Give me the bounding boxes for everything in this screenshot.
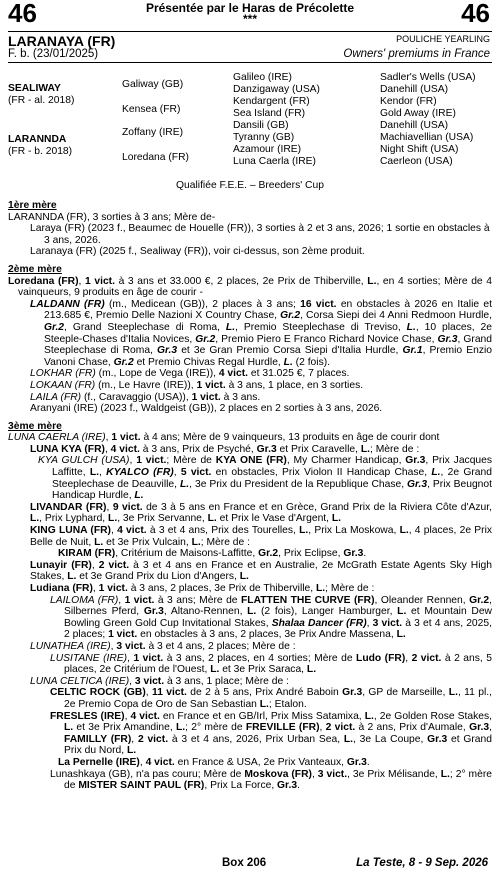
gen4-4: Danehill (USA) — [380, 120, 449, 131]
divider-top — [8, 31, 492, 32]
first-dam-title: 1ère mère — [8, 200, 57, 211]
gen3-7: Luna Caerla (IRE) — [233, 156, 316, 167]
gen3-1: Danzigaway (USA) — [233, 84, 320, 95]
sire-name: SEALIWAY — [8, 83, 61, 94]
second-dam-produce-4: LAILA (FR) (f., Caravaggio (USA)), 1 vict. à 3 ans. — [30, 391, 261, 403]
gen4-6: Night Shift (USA) — [380, 144, 459, 155]
third-dam-produce-1: LUNA KYA (FR), 4 vict. à 3 ans, Prix de Psyché, Gr.3 et Prix Caravelle, L.; Mère de : — [30, 443, 420, 455]
second-dam-produce-2: LOKHAR (FR) (m., Lope de Vega (IRE)), 4 vict. et 31.025 €, 7 places. — [30, 368, 350, 380]
produce-record — [8, 200, 492, 792]
owners-premiums: Owners' premiums in France — [343, 48, 490, 60]
third-dam-line: LUNA CAERLA (IRE), 1 vict. à 4 ans; Mère de 9 vainqueurs, 13 produits en âge de courir dont — [8, 432, 440, 444]
gen3-6: Azamour (IRE) — [233, 144, 302, 155]
pedigree — [0, 66, 500, 176]
gen3-0: Galileo (IRE) — [233, 72, 292, 83]
third-dam-produce-7c: La Pernelle (IRE), 4 vict. en France & USA, 2e Prix Vanteaux, Gr.3. — [58, 756, 370, 768]
qualifiee-line: Qualifiée F.E.E. – Breeders' Cup — [176, 180, 324, 191]
third-dam-produce-1a: KYA GULCH (USA), 1 vict.; Mère de KYA ONE (FR), My Charmer Handicap, Gr.3, Prix Jacques Laffitte, L., KYALCO (FR), 5 vict. en obstacles, Prix Violon II Handicap Chase, L., 2e Grand Steeplechase de Deauville, L., 3e Prix du President de la Republique Chase, Gr.3, Prix Beugnot Handicap Hurdle, L. — [38, 455, 493, 502]
third-dam-produce-6a: LUSITANE (IRE), 1 vict. à 3 ans, 2 places, en 4 sorties; Mère de Ludo (FR), 2 vict. à 2 ans, 5 places, 2e Critérium de l'Ouest, L. et 3e Prix Saraca, L. — [50, 652, 492, 676]
dam-name: LARANNDA — [8, 134, 67, 145]
third-dam-produce-5: Ludiana (FR), 1 vict. à 3 ans, 2 places, 3e Prix de Thiberville, L.; Mère de : — [30, 583, 375, 594]
gen4-2: Kendor (FR) — [380, 96, 437, 107]
lot-number-right: 46 — [461, 0, 490, 28]
horse-name: LARANAYA (FR) — [8, 33, 116, 49]
third-dam-produce-5a: LAILOMA (FR), 1 vict. à 3 ans; Mère de FLATTEN THE CURVE (FR), Oleander Rennen, Gr.2, Silbernes Pferd, Gr.3, Altano-Rennen, L. (2 fois), Langer Hamburger, L. et Mountain Dew Bowling Green Gold Cup Invitational Stakes, Shalaa Dancer (FR), 3 vict. à 3 et 4 ans, 2025, 2 places; 1 vict. en obstacles à 3 ans, 2 places, 3e Prix Andre Massena, L. — [50, 594, 492, 641]
second-dam-produce-3: LOKAAN (FR) (m., Le Havre (IRE)), 1 vict. à 3 ans, 1 place, en 3 sorties. — [30, 379, 364, 391]
third-dam-produce-3: KING LUNA (FR), 4 vict. à 3 et 4 ans, Prix des Tourelles, L., Prix La Moskowa, L., 4 places, 2e Prix Belle de Nuit, L. et 3e Prix Vulcain, L.; Mère de : — [30, 525, 493, 548]
gen4-3: Gold Away (IRE) — [380, 108, 456, 119]
third-dam-title: 3ème mère — [8, 420, 62, 432]
gen2-2: Zoffany (IRE) — [122, 127, 184, 138]
gen2-0: Galiway (GB) — [122, 79, 184, 90]
gen3-3: Sea Island (FR) — [233, 108, 306, 119]
first-dam-produce-1: Laraya (FR) (2023 f., Beaumec de Houelle (FR)), 3 sorties à 2 et 3 ans, 2026; 1 sortie en obstacles à 3 ans, 2026. — [30, 223, 490, 246]
third-dam-produce-2: LIVANDAR (FR), 9 vict. de 3 à 5 ans en France et en Grèce, Grand Prix de la Riviera Côte d'Azur, L., Prix Lyphard, L., 3e Prix Servanne, L. et Prix le Vase d'Argent, L. — [30, 501, 492, 525]
lot-number-left: 46 — [8, 0, 37, 28]
stars: *** — [242, 12, 257, 26]
second-dam-line: Loredana (FR), 1 vict. à 3 ans et 33.000 €, 2 places, 2e Prix de Thiberville, L., en 4 sorties; Mère de 4 vainqueurs, 9 produits en âge de courir - — [8, 275, 492, 299]
first-dam-line: LARANNDA (FR), 3 sorties à 3 ans; Mère de- — [8, 211, 216, 223]
third-dam-produce-7a: CELTIC ROCK (GB), 11 vict. de 2 à 5 ans, Prix André Baboin Gr.3, GP de Marseille, L., 11 pl., 2e Premio Copa de Oro de San Sebastian L.; Etalon. — [50, 687, 492, 710]
second-dam-produce-5: Aranyani (IRE) (2023 f., Waldgeist (GB)), 2 places en 2 sorties à 3 ans, 2026. — [30, 403, 383, 415]
gen3-5: Tyranny (GB) — [233, 132, 295, 143]
sale-info: La Teste, 8 - 9 Sep. 2026 — [356, 857, 488, 869]
horse-dob: F. b. (23/01/2025) — [8, 48, 99, 60]
box-number: Box 206 — [222, 857, 267, 869]
horse-type: POULICHE YEARLING — [396, 34, 490, 44]
sire-info: (FR - al. 2018) — [8, 95, 75, 106]
gen3-4: Dansili (GB) — [233, 120, 289, 131]
gen4-7: Caerleon (USA) — [380, 156, 453, 167]
third-dam-produce-3a: KIRAM (FR), Critérium de Maisons-Laffitte, Gr.2, Prix Eclipse, Gr.3. — [58, 548, 367, 560]
first-dam-produce-2: Laranaya (FR) (2025 f., Sealiway (FR)), voir ci-dessus, son 2ème produit. — [30, 246, 365, 258]
gen2-1: Kensea (FR) — [122, 104, 181, 115]
gen3-2: Kendargent (FR) — [233, 96, 310, 107]
third-dam-produce-7: LUNA CELTICA (IRE), 3 vict. à 3 ans, 1 place; Mère de : — [30, 675, 289, 687]
gen4-1: Danehill (USA) — [380, 84, 449, 95]
third-dam-produce-4: Lunayir (FR), 2 vict. à 3 et 4 ans en France et en Australie, 2e McGrath Estate Agents Sky High Stakes, L. et 3e Grand Prix du Lion d'Angers, L. — [30, 559, 492, 583]
gen4-0: Sadler's Wells (USA) — [380, 72, 476, 83]
second-dam-produce-1: LALDANN (FR) (m., Medicean (GB)), 2 places à 3 ans; 16 vict. en obstacles à 2026 en Italie et 213.685 €, Premio Delle Nazioni X Country Chase, Gr.2, Corsa Siepi dei 4 Anni Redmoon Hurdle, Gr.2, Grand Steeplechase di Roma, L., Premio Steeplechase di Treviso, L., 10 places, 2e Steeple-Chases d'Italia Novices, Gr.2, Premio Piero E Franco Richard Novice Chase, Gr.3, Grand Steeplechase di Roma, Gr.3 et 3e Gran Premio Corsa Siepi d'Italia Hurdle, Gr.1, Premio Enzio Vanoni Chase, Gr.2 et Premio Chivas Regal Hurdle, L. (2 fois). — [30, 298, 493, 368]
divider-pedigree — [8, 62, 492, 63]
presenter: Présentée par le Haras de Précolette — [145, 1, 355, 15]
dam-info: (FR - b. 2018) — [8, 146, 73, 157]
third-dam-produce-6: LUNATHEA (IRE), 3 vict. à 3 et 4 ans, 2 places; Mère de : — [30, 640, 296, 652]
third-dam-produce-7d: Lunashkaya (GB), n'a pas couru; Mère de Moskova (FR), 3 vict., 3e Prix Mélisande, L.; 2° mère de MISTER SAINT PAUL (FR), Prix La Force, Gr.3. — [50, 768, 492, 792]
gen4-5: Machiavellian (USA) — [380, 132, 474, 143]
gen2-3: Loredana (FR) — [122, 152, 189, 163]
second-dam-title: 2ème mère — [8, 263, 62, 275]
third-dam-produce-7b: FRESLES (IRE), 4 vict. en France et en GB/Irl, Prix Miss Satamixa, L., 2e Golden Rose Stakes, L. et 3e Prix Amandine, L.; 2° mère de FREVILLE (FR), 2 vict. à 2 ans, Prix d'Aumale, Gr.3, FAMILLY (FR), 2 vict. à 3 et 4 ans, 2026, Prix Urban Sea, L., 3e La Coupe, Gr.3 et Grand Prix du Nord, L. — [50, 710, 492, 757]
